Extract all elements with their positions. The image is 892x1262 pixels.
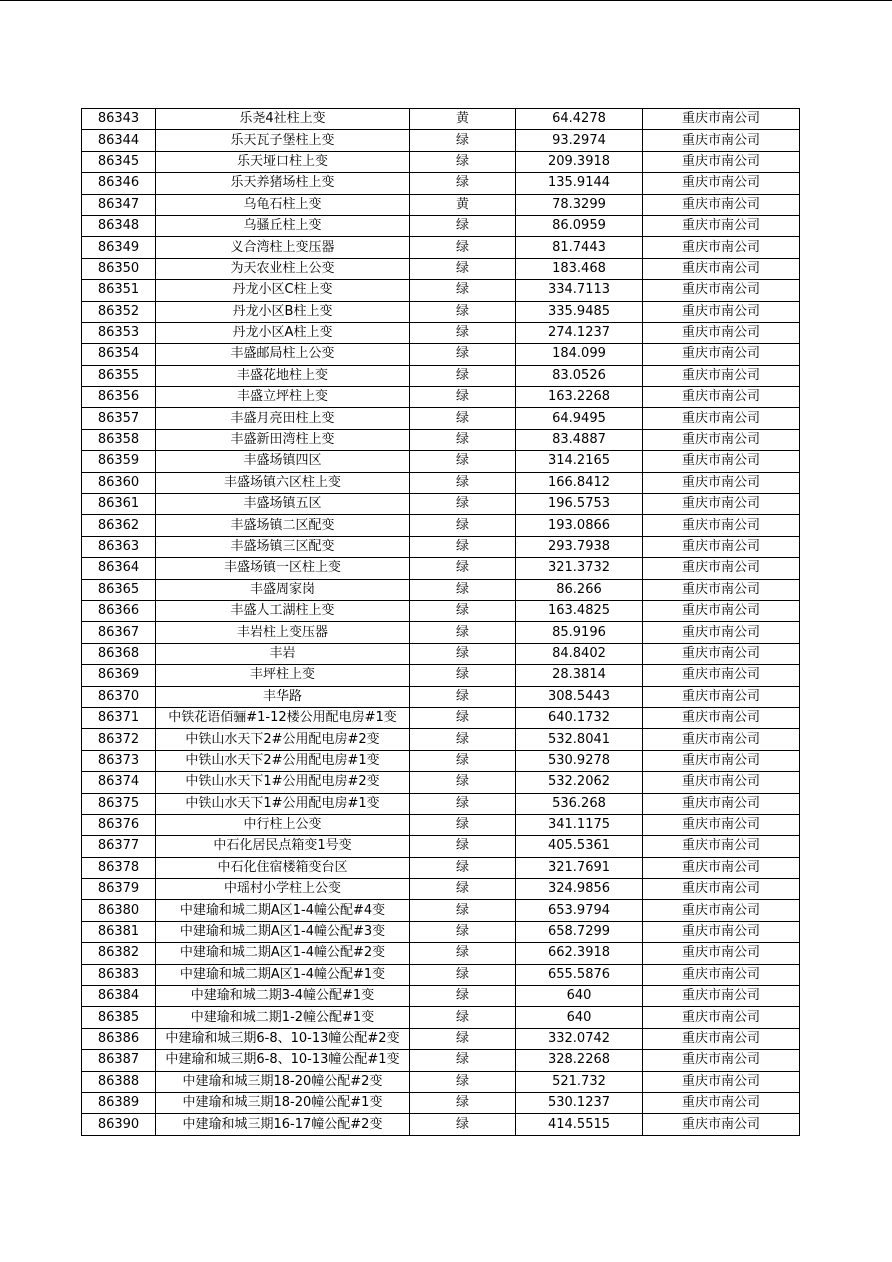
row-id-cell: 86386 (82, 1028, 156, 1049)
grade-cell: 绿 (410, 964, 516, 985)
company-cell: 重庆市南公司 (643, 750, 800, 771)
table-row (82, 451, 800, 472)
station-name-cell: 乌龟石柱上变 (156, 194, 410, 215)
value-cell: 84.8402 (516, 643, 643, 664)
company-cell: 重庆市南公司 (643, 494, 800, 515)
value-cell: 184.099 (516, 344, 643, 365)
table-row (82, 173, 800, 194)
grade-cell: 绿 (410, 643, 516, 664)
top-rule (0, 0, 892, 1)
station-name-cell: 丰盛场镇一区柱上变 (156, 558, 410, 579)
company-cell: 重庆市南公司 (643, 836, 800, 857)
company-cell: 重庆市南公司 (643, 579, 800, 600)
value-cell: 193.0866 (516, 515, 643, 536)
table-row (82, 986, 800, 1007)
company-cell: 重庆市南公司 (643, 515, 800, 536)
row-id-cell: 86366 (82, 600, 156, 621)
table-row (82, 472, 800, 493)
company-cell: 重庆市南公司 (643, 322, 800, 343)
transformer-table (81, 108, 800, 1136)
company-cell: 重庆市南公司 (643, 472, 800, 493)
grade-cell: 绿 (410, 301, 516, 322)
company-cell: 重庆市南公司 (643, 1028, 800, 1049)
value-cell: 640.1732 (516, 707, 643, 728)
station-name-cell: 中建瑜和城二期A区1-4幢公配#3变 (156, 921, 410, 942)
company-cell: 重庆市南公司 (643, 429, 800, 450)
company-cell: 重庆市南公司 (643, 194, 800, 215)
company-cell: 重庆市南公司 (643, 879, 800, 900)
station-name-cell: 为天农业柱上公变 (156, 258, 410, 279)
grade-cell: 绿 (410, 943, 516, 964)
row-id-cell: 86384 (82, 986, 156, 1007)
table-row (82, 515, 800, 536)
value-cell: 64.4278 (516, 109, 643, 130)
grade-cell: 绿 (410, 429, 516, 450)
company-cell: 重庆市南公司 (643, 900, 800, 921)
grade-cell: 绿 (410, 600, 516, 621)
value-cell: 321.3732 (516, 558, 643, 579)
station-name-cell: 中瑶村小学柱上公变 (156, 879, 410, 900)
grade-cell: 绿 (410, 472, 516, 493)
row-id-cell: 86360 (82, 472, 156, 493)
grade-cell: 绿 (410, 1114, 516, 1135)
table-row (82, 558, 800, 579)
station-name-cell: 中铁山水天下2#公用配电房#2变 (156, 729, 410, 750)
row-id-cell: 86357 (82, 408, 156, 429)
station-name-cell: 丰盛月亮田柱上变 (156, 408, 410, 429)
row-id-cell: 86377 (82, 836, 156, 857)
station-name-cell: 丰盛场镇五区 (156, 494, 410, 515)
station-name-cell: 中建瑜和城三期18-20幢公配#2变 (156, 1071, 410, 1092)
table-row (82, 707, 800, 728)
company-cell: 重庆市南公司 (643, 151, 800, 172)
station-name-cell: 丰盛场镇三区配变 (156, 536, 410, 557)
grade-cell: 绿 (410, 1092, 516, 1113)
station-name-cell: 丰盛周家岗 (156, 579, 410, 600)
grade-cell: 绿 (410, 879, 516, 900)
value-cell: 653.9794 (516, 900, 643, 921)
value-cell: 405.5361 (516, 836, 643, 857)
row-id-cell: 86369 (82, 665, 156, 686)
row-id-cell: 86343 (82, 109, 156, 130)
row-id-cell: 86352 (82, 301, 156, 322)
value-cell: 334.7113 (516, 280, 643, 301)
station-name-cell: 中石化居民点箱变1号变 (156, 836, 410, 857)
table-row (82, 750, 800, 771)
table-row (82, 536, 800, 557)
value-cell: 532.2062 (516, 772, 643, 793)
grade-cell: 绿 (410, 622, 516, 643)
row-id-cell: 86373 (82, 750, 156, 771)
table-row (82, 130, 800, 151)
company-cell: 重庆市南公司 (643, 600, 800, 621)
table-row (82, 1092, 800, 1113)
table-row (82, 301, 800, 322)
station-name-cell: 中铁山水天下1#公用配电房#1变 (156, 793, 410, 814)
table-row (82, 814, 800, 835)
row-id-cell: 86379 (82, 879, 156, 900)
row-id-cell: 86375 (82, 793, 156, 814)
table-row (82, 943, 800, 964)
row-id-cell: 86355 (82, 365, 156, 386)
grade-cell: 绿 (410, 258, 516, 279)
table-row (82, 1007, 800, 1028)
value-cell: 308.5443 (516, 686, 643, 707)
grade-cell: 绿 (410, 686, 516, 707)
row-id-cell: 86390 (82, 1114, 156, 1135)
value-cell: 163.2268 (516, 387, 643, 408)
table-row (82, 600, 800, 621)
table-row (82, 1114, 800, 1135)
grade-cell: 黄 (410, 194, 516, 215)
value-cell: 166.8412 (516, 472, 643, 493)
company-cell: 重庆市南公司 (643, 280, 800, 301)
row-id-cell: 86376 (82, 814, 156, 835)
grade-cell: 绿 (410, 515, 516, 536)
value-cell: 78.3299 (516, 194, 643, 215)
table-row (82, 280, 800, 301)
grade-cell: 绿 (410, 1050, 516, 1071)
row-id-cell: 86374 (82, 772, 156, 793)
row-id-cell: 86363 (82, 536, 156, 557)
station-name-cell: 丰盛新田湾柱上变 (156, 429, 410, 450)
company-cell: 重庆市南公司 (643, 408, 800, 429)
grade-cell: 绿 (410, 494, 516, 515)
table-row (82, 622, 800, 643)
value-cell: 414.5515 (516, 1114, 643, 1135)
row-id-cell: 86380 (82, 900, 156, 921)
value-cell: 640 (516, 986, 643, 1007)
row-id-cell: 86353 (82, 322, 156, 343)
row-id-cell: 86361 (82, 494, 156, 515)
value-cell: 341.1175 (516, 814, 643, 835)
row-id-cell: 86383 (82, 964, 156, 985)
grade-cell: 绿 (410, 772, 516, 793)
station-name-cell: 中建瑜和城三期6-8、10-13幢公配#2变 (156, 1028, 410, 1049)
station-name-cell: 丰盛人工湖柱上变 (156, 600, 410, 621)
table-row (82, 964, 800, 985)
station-name-cell: 丰盛场镇二区配变 (156, 515, 410, 536)
row-id-cell: 86345 (82, 151, 156, 172)
company-cell: 重庆市南公司 (643, 943, 800, 964)
row-id-cell: 86367 (82, 622, 156, 643)
table-body (82, 109, 800, 1136)
row-id-cell: 86387 (82, 1050, 156, 1071)
grade-cell: 绿 (410, 451, 516, 472)
row-id-cell: 86348 (82, 215, 156, 236)
row-id-cell: 86351 (82, 280, 156, 301)
station-name-cell: 中建瑜和城二期1-2幢公配#1变 (156, 1007, 410, 1028)
grade-cell: 绿 (410, 365, 516, 386)
grade-cell: 绿 (410, 558, 516, 579)
table-row (82, 1050, 800, 1071)
station-name-cell: 义合湾柱上变压器 (156, 237, 410, 258)
row-id-cell: 86370 (82, 686, 156, 707)
company-cell: 重庆市南公司 (643, 665, 800, 686)
value-cell: 521.732 (516, 1071, 643, 1092)
row-id-cell: 86346 (82, 173, 156, 194)
company-cell: 重庆市南公司 (643, 558, 800, 579)
company-cell: 重庆市南公司 (643, 964, 800, 985)
table-row (82, 322, 800, 343)
table-row (82, 729, 800, 750)
table-row (82, 365, 800, 386)
company-cell: 重庆市南公司 (643, 536, 800, 557)
company-cell: 重庆市南公司 (643, 387, 800, 408)
value-cell: 28.3814 (516, 665, 643, 686)
company-cell: 重庆市南公司 (643, 1050, 800, 1071)
station-name-cell: 中铁花语佰骊#1-12楼公用配电房#1变 (156, 707, 410, 728)
station-name-cell: 乐尧4社柱上变 (156, 109, 410, 130)
grade-cell: 绿 (410, 151, 516, 172)
value-cell: 662.3918 (516, 943, 643, 964)
value-cell: 81.7443 (516, 237, 643, 258)
row-id-cell: 86385 (82, 1007, 156, 1028)
table-row (82, 686, 800, 707)
row-id-cell: 86382 (82, 943, 156, 964)
station-name-cell: 丰盛场镇四区 (156, 451, 410, 472)
grade-cell: 绿 (410, 857, 516, 878)
company-cell: 重庆市南公司 (643, 130, 800, 151)
grade-cell: 绿 (410, 707, 516, 728)
value-cell: 658.7299 (516, 921, 643, 942)
company-cell: 重庆市南公司 (643, 237, 800, 258)
value-cell: 640 (516, 1007, 643, 1028)
station-name-cell: 丰盛立坪柱上变 (156, 387, 410, 408)
value-cell: 64.9495 (516, 408, 643, 429)
table-row (82, 836, 800, 857)
table-row (82, 237, 800, 258)
table-row (82, 494, 800, 515)
value-cell: 86.266 (516, 579, 643, 600)
table-row (82, 215, 800, 236)
station-name-cell: 丰坪柱上变 (156, 665, 410, 686)
value-cell: 83.4887 (516, 429, 643, 450)
table-row (82, 921, 800, 942)
row-id-cell: 86389 (82, 1092, 156, 1113)
table-row (82, 408, 800, 429)
table-row (82, 793, 800, 814)
row-id-cell: 86378 (82, 857, 156, 878)
company-cell: 重庆市南公司 (643, 643, 800, 664)
value-cell: 163.4825 (516, 600, 643, 621)
row-id-cell: 86371 (82, 707, 156, 728)
table-row (82, 258, 800, 279)
company-cell: 重庆市南公司 (643, 622, 800, 643)
row-id-cell: 86347 (82, 194, 156, 215)
grade-cell: 绿 (410, 579, 516, 600)
station-name-cell: 乐天养猪场柱上变 (156, 173, 410, 194)
grade-cell: 绿 (410, 130, 516, 151)
row-id-cell: 86368 (82, 643, 156, 664)
grade-cell: 绿 (410, 986, 516, 1007)
station-name-cell: 丰岩柱上变压器 (156, 622, 410, 643)
grade-cell: 绿 (410, 408, 516, 429)
row-id-cell: 86358 (82, 429, 156, 450)
station-name-cell: 中建瑜和城三期16-17幢公配#2变 (156, 1114, 410, 1135)
station-name-cell: 丹龙小区A柱上变 (156, 322, 410, 343)
row-id-cell: 86354 (82, 344, 156, 365)
grade-cell: 绿 (410, 1007, 516, 1028)
table-row (82, 665, 800, 686)
value-cell: 135.9144 (516, 173, 643, 194)
value-cell: 532.8041 (516, 729, 643, 750)
table-row (82, 344, 800, 365)
value-cell: 293.7938 (516, 536, 643, 557)
grade-cell: 绿 (410, 344, 516, 365)
value-cell: 93.2974 (516, 130, 643, 151)
grade-cell: 绿 (410, 921, 516, 942)
company-cell: 重庆市南公司 (643, 729, 800, 750)
station-name-cell: 丰盛场镇六区柱上变 (156, 472, 410, 493)
station-name-cell: 中行柱上公变 (156, 814, 410, 835)
company-cell: 重庆市南公司 (643, 109, 800, 130)
row-id-cell: 86356 (82, 387, 156, 408)
company-cell: 重庆市南公司 (643, 1114, 800, 1135)
company-cell: 重庆市南公司 (643, 451, 800, 472)
station-name-cell: 丰华路 (156, 686, 410, 707)
table-row (82, 151, 800, 172)
company-cell: 重庆市南公司 (643, 1071, 800, 1092)
company-cell: 重庆市南公司 (643, 1092, 800, 1113)
value-cell: 530.1237 (516, 1092, 643, 1113)
value-cell: 332.0742 (516, 1028, 643, 1049)
value-cell: 655.5876 (516, 964, 643, 985)
table-row (82, 194, 800, 215)
table-row (82, 879, 800, 900)
company-cell: 重庆市南公司 (643, 857, 800, 878)
grade-cell: 绿 (410, 387, 516, 408)
grade-cell: 绿 (410, 814, 516, 835)
row-id-cell: 86362 (82, 515, 156, 536)
table-row (82, 579, 800, 600)
station-name-cell: 中建瑜和城二期A区1-4幢公配#1变 (156, 964, 410, 985)
grade-cell: 绿 (410, 900, 516, 921)
grade-cell: 绿 (410, 1028, 516, 1049)
table-row (82, 1071, 800, 1092)
grade-cell: 绿 (410, 750, 516, 771)
value-cell: 274.1237 (516, 322, 643, 343)
station-name-cell: 中石化住宿楼箱变台区 (156, 857, 410, 878)
row-id-cell: 86359 (82, 451, 156, 472)
value-cell: 530.9278 (516, 750, 643, 771)
value-cell: 536.268 (516, 793, 643, 814)
station-name-cell: 中建瑜和城二期A区1-4幢公配#4变 (156, 900, 410, 921)
grade-cell: 绿 (410, 215, 516, 236)
grade-cell: 绿 (410, 237, 516, 258)
row-id-cell: 86388 (82, 1071, 156, 1092)
row-id-cell: 86344 (82, 130, 156, 151)
value-cell: 85.9196 (516, 622, 643, 643)
company-cell: 重庆市南公司 (643, 215, 800, 236)
value-cell: 196.5753 (516, 494, 643, 515)
row-id-cell: 86364 (82, 558, 156, 579)
company-cell: 重庆市南公司 (643, 814, 800, 835)
value-cell: 209.3918 (516, 151, 643, 172)
row-id-cell: 86365 (82, 579, 156, 600)
value-cell: 314.2165 (516, 451, 643, 472)
grade-cell: 绿 (410, 793, 516, 814)
company-cell: 重庆市南公司 (643, 301, 800, 322)
station-name-cell: 中铁山水天下1#公用配电房#2变 (156, 772, 410, 793)
value-cell: 183.468 (516, 258, 643, 279)
value-cell: 335.9485 (516, 301, 643, 322)
grade-cell: 绿 (410, 729, 516, 750)
grade-cell: 绿 (410, 836, 516, 857)
station-name-cell: 中建瑜和城二期3-4幢公配#1变 (156, 986, 410, 1007)
station-name-cell: 乌骚丘柱上变 (156, 215, 410, 236)
value-cell: 86.0959 (516, 215, 643, 236)
grade-cell: 绿 (410, 280, 516, 301)
company-cell: 重庆市南公司 (643, 921, 800, 942)
station-name-cell: 中建瑜和城三期18-20幢公配#1变 (156, 1092, 410, 1113)
company-cell: 重庆市南公司 (643, 707, 800, 728)
table-row (82, 387, 800, 408)
station-name-cell: 丰岩 (156, 643, 410, 664)
station-name-cell: 丰盛花地柱上变 (156, 365, 410, 386)
company-cell: 重庆市南公司 (643, 365, 800, 386)
company-cell: 重庆市南公司 (643, 173, 800, 194)
grade-cell: 黄 (410, 109, 516, 130)
table-row (82, 643, 800, 664)
value-cell: 83.0526 (516, 365, 643, 386)
grade-cell: 绿 (410, 536, 516, 557)
company-cell: 重庆市南公司 (643, 772, 800, 793)
row-id-cell: 86350 (82, 258, 156, 279)
table-row (82, 1028, 800, 1049)
table-row (82, 429, 800, 450)
company-cell: 重庆市南公司 (643, 686, 800, 707)
station-name-cell: 丹龙小区C柱上变 (156, 280, 410, 301)
station-name-cell: 中铁山水天下2#公用配电房#1变 (156, 750, 410, 771)
grade-cell: 绿 (410, 665, 516, 686)
company-cell: 重庆市南公司 (643, 793, 800, 814)
row-id-cell: 86349 (82, 237, 156, 258)
station-name-cell: 中建瑜和城三期6-8、10-13幢公配#1变 (156, 1050, 410, 1071)
value-cell: 328.2268 (516, 1050, 643, 1071)
station-name-cell: 中建瑜和城二期A区1-4幢公配#2变 (156, 943, 410, 964)
table-row (82, 857, 800, 878)
company-cell: 重庆市南公司 (643, 986, 800, 1007)
station-name-cell: 乐天瓦子堡柱上变 (156, 130, 410, 151)
table-row (82, 900, 800, 921)
row-id-cell: 86372 (82, 729, 156, 750)
grade-cell: 绿 (410, 322, 516, 343)
grade-cell: 绿 (410, 1071, 516, 1092)
station-name-cell: 乐天垭口柱上变 (156, 151, 410, 172)
grade-cell: 绿 (410, 173, 516, 194)
company-cell: 重庆市南公司 (643, 258, 800, 279)
row-id-cell: 86381 (82, 921, 156, 942)
value-cell: 321.7691 (516, 857, 643, 878)
station-name-cell: 丰盛邮局柱上公变 (156, 344, 410, 365)
value-cell: 324.9856 (516, 879, 643, 900)
company-cell: 重庆市南公司 (643, 344, 800, 365)
station-name-cell: 丹龙小区B柱上变 (156, 301, 410, 322)
company-cell: 重庆市南公司 (643, 1007, 800, 1028)
table-row (82, 772, 800, 793)
table-row (82, 109, 800, 130)
